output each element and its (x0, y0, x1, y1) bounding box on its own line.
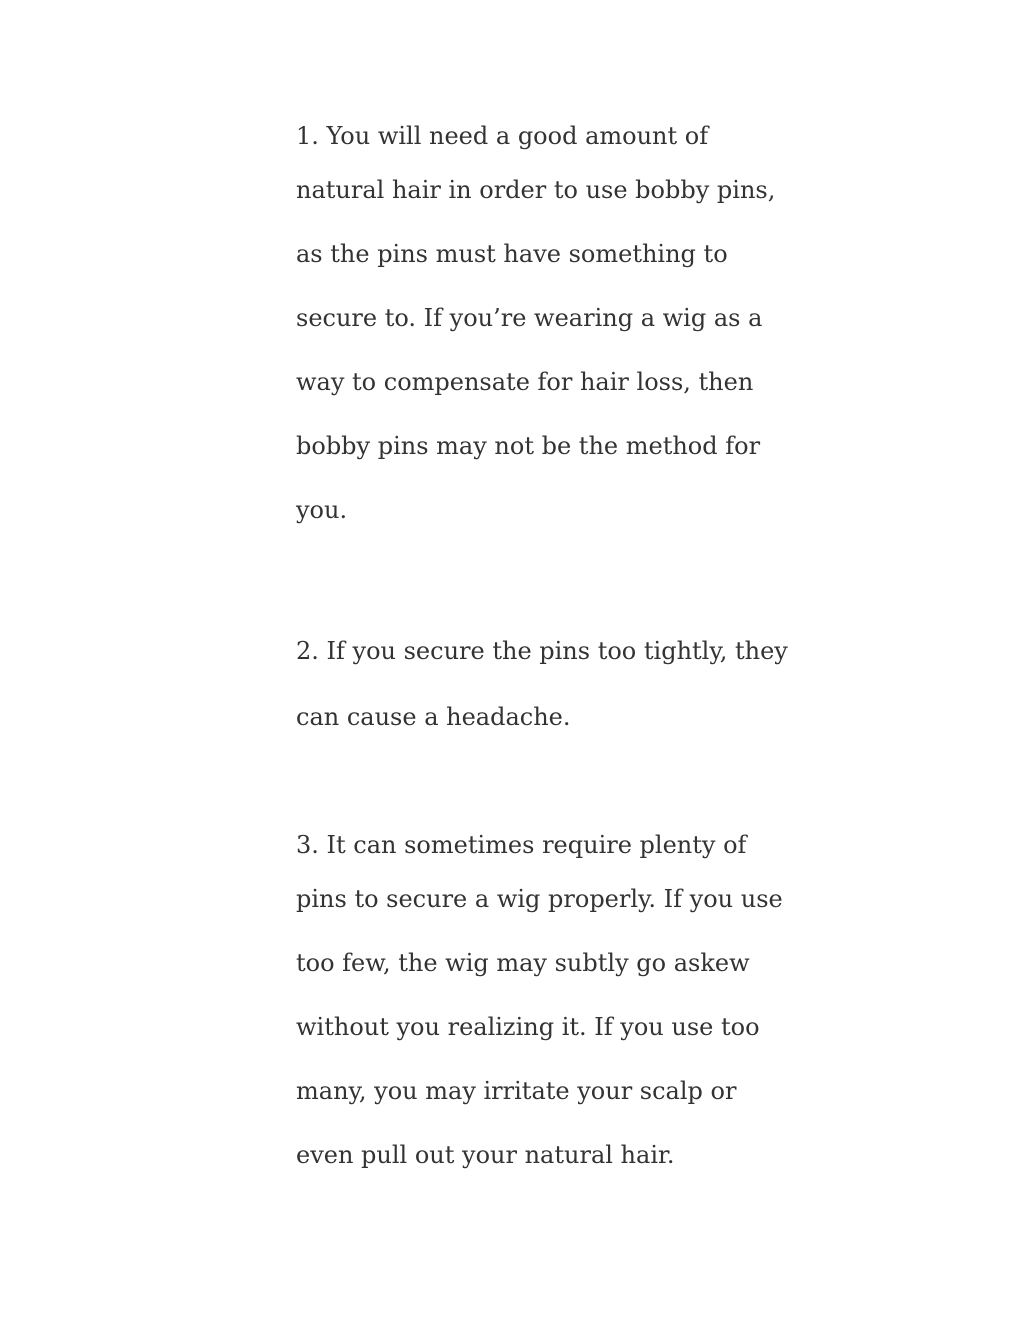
paragraph-line: secure to. If you’re wearing a wig as a (296, 304, 763, 332)
paragraph-line: without you realizing it. If you use too (296, 1013, 760, 1041)
paragraph-line: 2. If you secure the pins too tightly, they (296, 637, 788, 665)
paragraph-line: bobby pins may not be the method for (296, 432, 761, 460)
paragraph-line: 3. It can sometimes require plenty of (296, 831, 747, 859)
paragraph-line: as the pins must have something to (296, 240, 728, 268)
paragraph-line: way to compensate for hair loss, then (296, 368, 754, 396)
paragraph-line: 1. You will need a good amount of (296, 122, 709, 150)
paragraph-line: many, you may irritate your scalp or (296, 1077, 737, 1105)
paragraph-line: natural hair in order to use bobby pins, (296, 176, 776, 204)
paragraph-line: you. (296, 496, 348, 524)
paragraph-line: pins to secure a wig properly. If you use (296, 885, 783, 913)
paragraph-line: can cause a headache. (296, 703, 571, 731)
paragraph-line: even pull out your natural hair. (296, 1141, 675, 1169)
paragraph-line: too few, the wig may subtly go askew (296, 949, 750, 977)
